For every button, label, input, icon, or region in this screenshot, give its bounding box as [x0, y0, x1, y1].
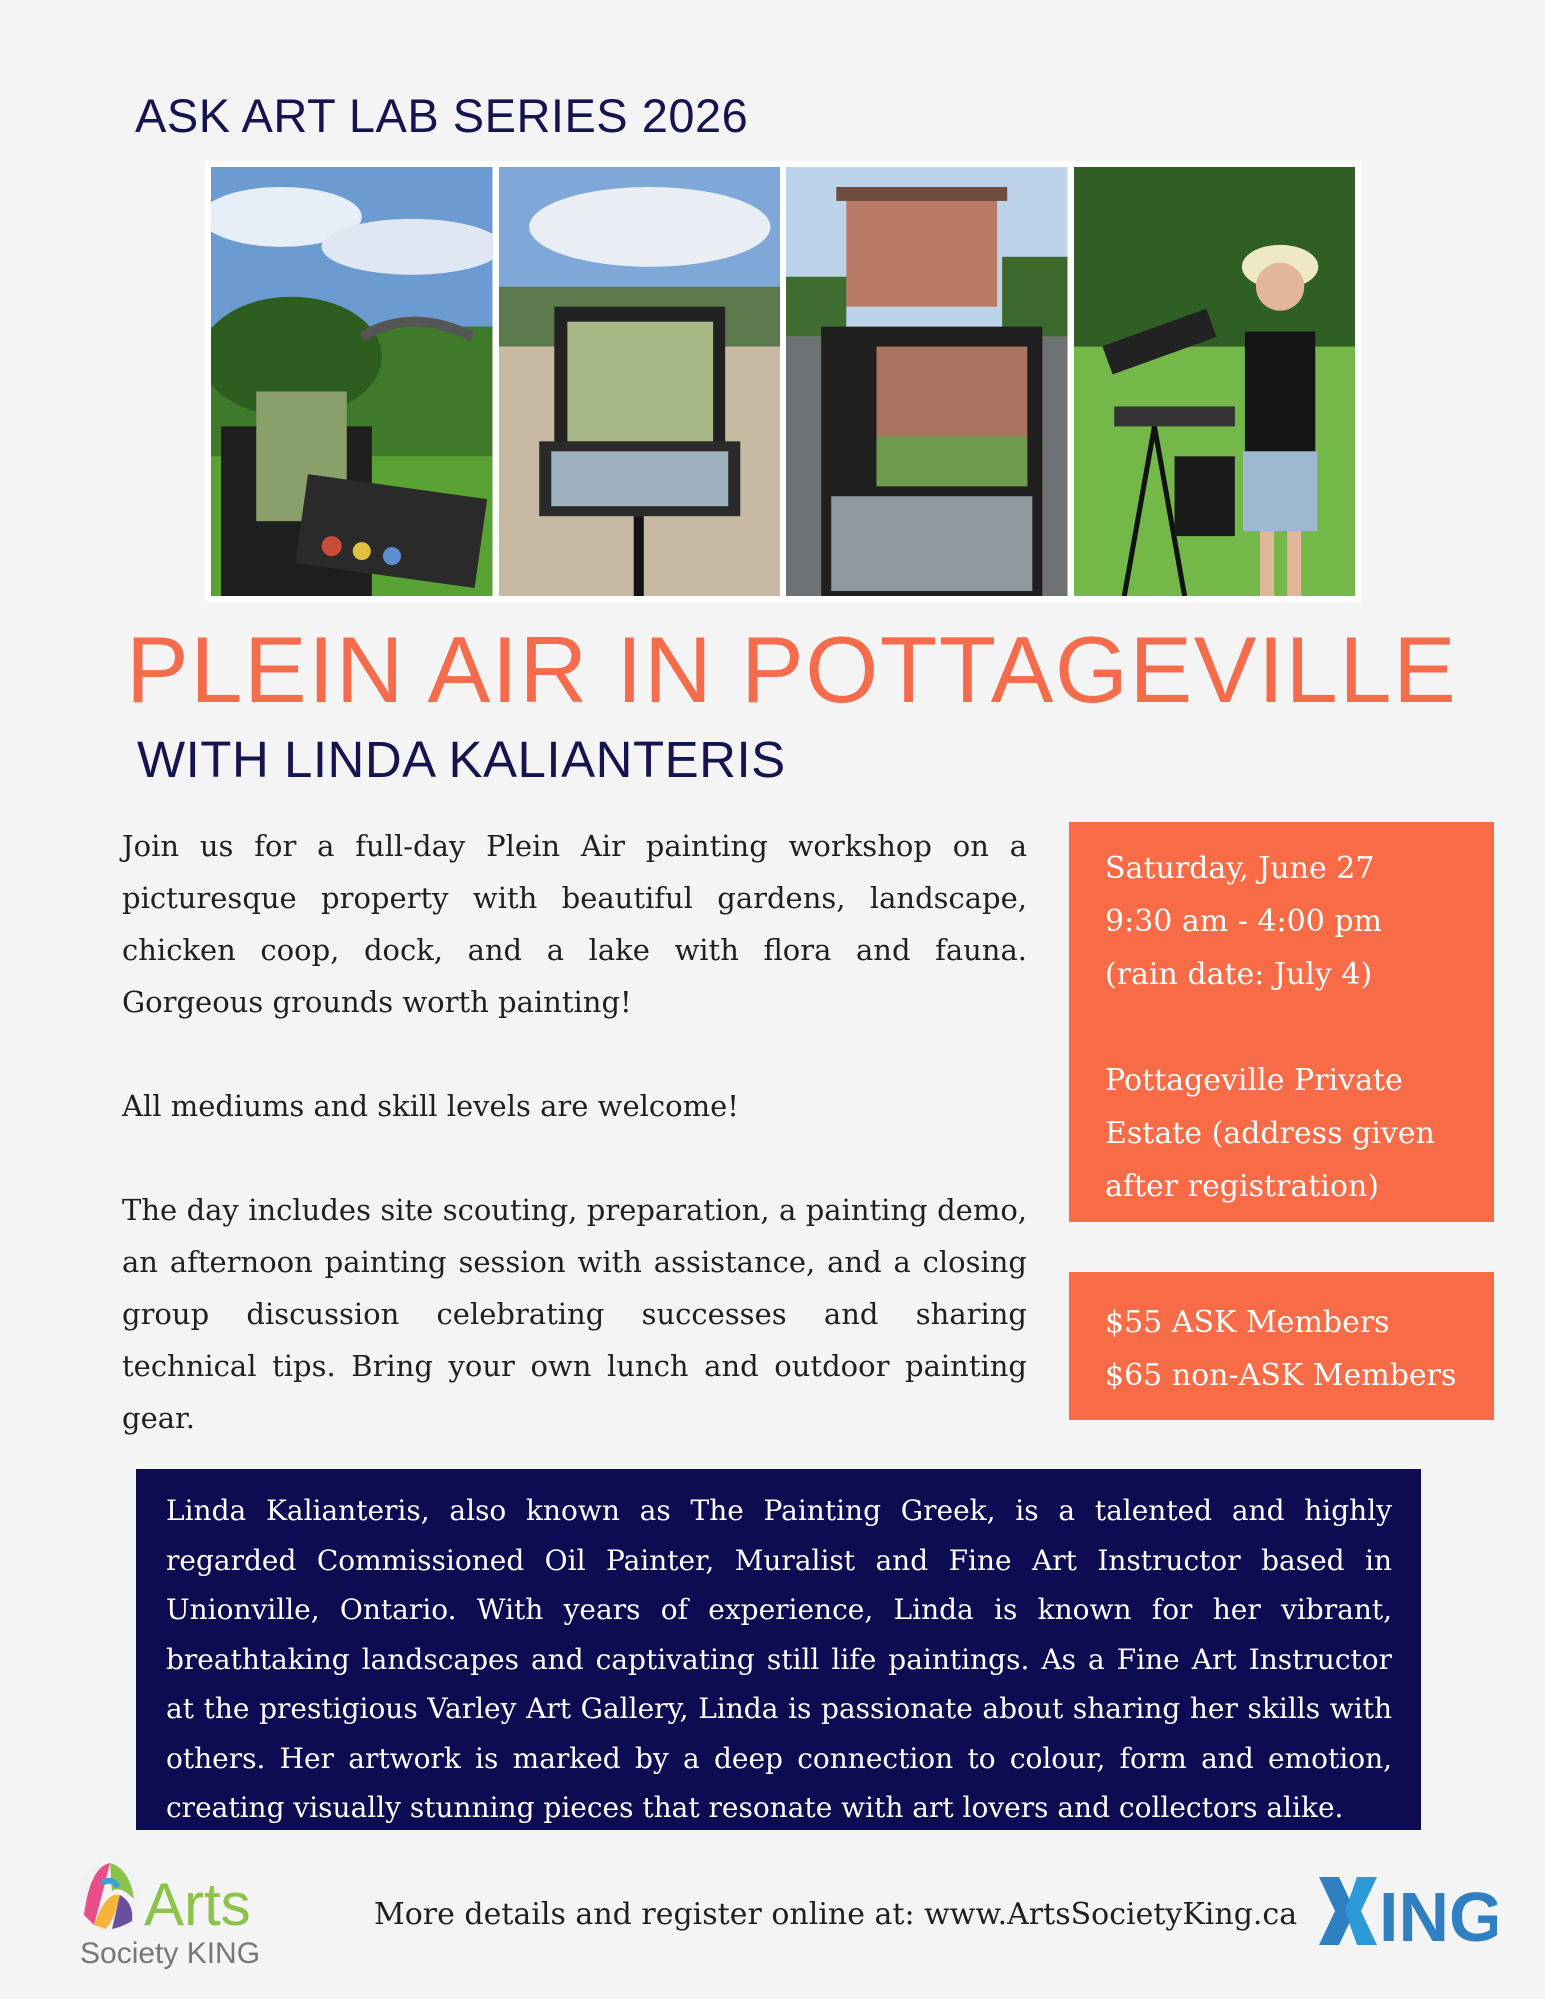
- instructor-bio: Linda Kalianteris, also known as The Painting Greek, is a talented and highly regarded Commissioned Oil Painter, Muralist and Fine Art Instructor based in Unionville, Ontario. With years of experience, Linda is known for her vibrant, breathtaking landscapes and captivating still life paintings. As a Fine Art Instructor at the prestigious Varley Art Gallery, Linda is passionate about sharing her skills with others. Her artwork is marked by a deep connection to colour, form and emotion, creating visually stunning pieces that resonate with art lovers and collectors alike.: [136, 1469, 1421, 1830]
- series-heading: ASK ART LAB SERIES 2026: [135, 89, 749, 142]
- event-location-line-3: after registration): [1105, 1169, 1379, 1204]
- price-members: $55 ASK Members: [1105, 1305, 1390, 1340]
- event-time: 9:30 am - 4:00 pm: [1105, 904, 1383, 939]
- arts-society-king-logo: [72, 1855, 312, 1970]
- page-subtitle: WITH LINDA KALIANTERIS: [137, 731, 786, 788]
- event-location-line-2: Estate (address given: [1105, 1116, 1435, 1151]
- logo-arts-subtitle: Society KING: [80, 1937, 261, 1970]
- event-location-line-1: Pottageville Private: [1105, 1063, 1403, 1098]
- beach-painting-photo: [499, 167, 781, 596]
- artist-painting-photo: [1074, 167, 1356, 596]
- logo-arts-word: Arts: [144, 1871, 251, 1938]
- register-link[interactable]: More details and register online at: www.ArtsSocietyKing.ca: [374, 1897, 1298, 1932]
- photo-strip: [205, 161, 1361, 602]
- description-paragraph-1: Join us for a full-day Plein Air painting workshop on a picturesque property with beautiful gardens, landscape, chicken coop, dock, and a lake with flora and fauna. Gorgeous grounds worth painting!: [122, 829, 1027, 1019]
- event-rain-date: (rain date: July 4): [1105, 957, 1373, 992]
- king-logo: [1317, 1875, 1497, 1947]
- pricing-box: [1069, 1272, 1494, 1420]
- description: [122, 820, 1027, 1496]
- page-title: PLEIN AIR IN POTTAGEVILLE: [126, 617, 1458, 722]
- logo-king-text: ING: [1379, 1878, 1497, 1947]
- description-paragraph-3: The day includes site scouting, preparation, a painting demo, an afternoon painting session with assistance, and a closing group discussion celebrating successes and sharing technical tips. Bring your own lunch and outdoor painting gear.: [122, 1193, 1027, 1435]
- event-details-box: [1069, 822, 1494, 1222]
- price-non-members: $65 non-ASK Members: [1105, 1358, 1457, 1393]
- house-painting-photo: [786, 167, 1068, 596]
- description-paragraph-2: All mediums and skill levels are welcome!: [122, 1089, 739, 1123]
- event-date: Saturday, June 27: [1105, 851, 1375, 886]
- bridge-painting-photo: [211, 167, 493, 596]
